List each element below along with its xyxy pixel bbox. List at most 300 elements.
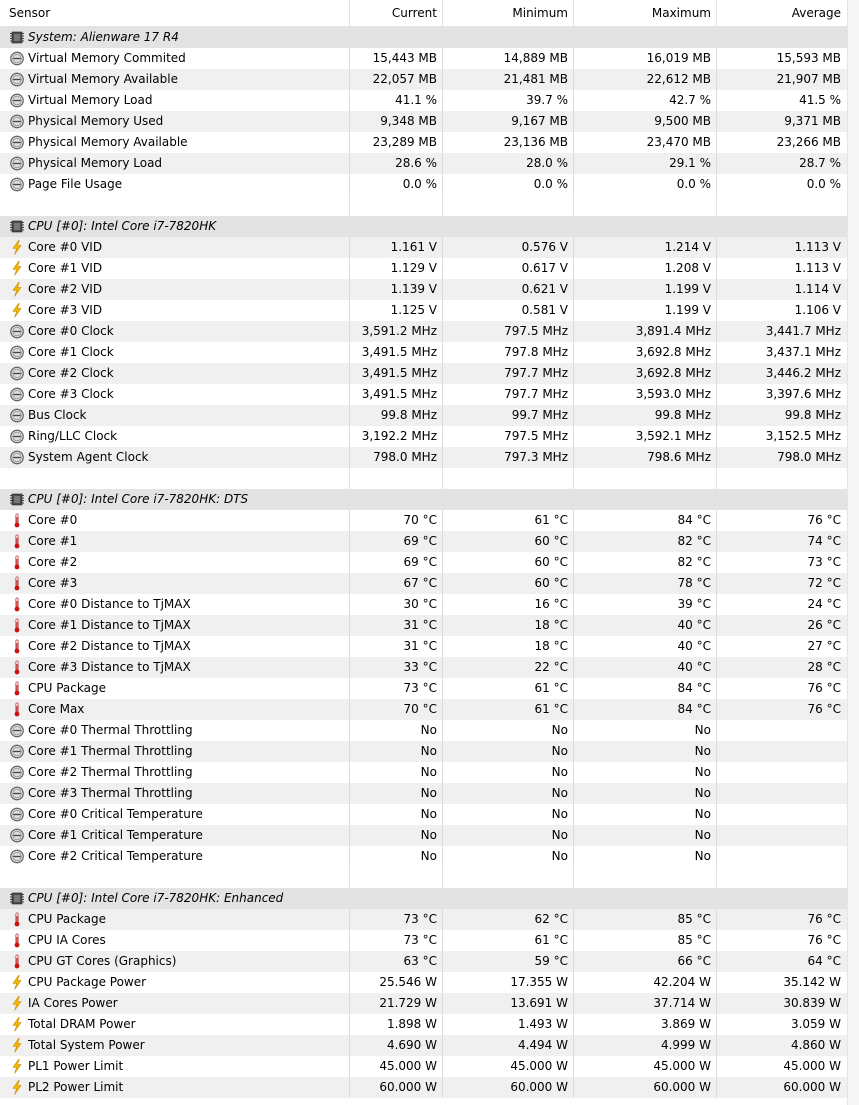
- column-divider: [349, 699, 350, 720]
- column-divider: [349, 951, 350, 972]
- sensor-row-physical-memory-available[interactable]: [0, 132, 859, 153]
- column-divider: [716, 993, 717, 1014]
- maximum-value: 42.7 %: [669, 93, 711, 107]
- sensor-row-core-3[interactable]: [0, 573, 859, 594]
- column-divider: [442, 111, 443, 132]
- maximum-value: 16,019 MB: [646, 51, 711, 65]
- maximum-value: 85 °C: [677, 933, 711, 947]
- column-divider: [349, 321, 350, 342]
- column-divider: [349, 405, 350, 426]
- column-header-minimum[interactable]: Minimum: [512, 6, 568, 20]
- average-value: 24 °C: [807, 597, 841, 611]
- column-divider: [349, 258, 350, 279]
- column-divider: [716, 279, 717, 300]
- minimum-value: 16 °C: [534, 597, 568, 611]
- column-divider: [442, 510, 443, 531]
- minimum-value: 0.576 V: [521, 240, 568, 254]
- average-value: [717, 846, 847, 867]
- current-value: No: [420, 744, 437, 758]
- column-divider: [349, 825, 350, 846]
- sensor-row-core-0-clock[interactable]: [0, 321, 859, 342]
- maximum-value: No: [694, 786, 711, 800]
- sensor-group-system-alienware-17-r4[interactable]: [0, 27, 859, 48]
- column-divider: [349, 48, 350, 69]
- column-divider: [349, 741, 350, 762]
- column-divider: [716, 846, 717, 867]
- column-divider: [716, 615, 717, 636]
- sensor-row-core-2[interactable]: [0, 552, 859, 573]
- sensor-row-core-2-critical-temperature[interactable]: [0, 846, 859, 867]
- column-divider: [442, 741, 443, 762]
- sensor-row-core-1-clock[interactable]: [0, 342, 859, 363]
- average-value: 798.0 MHz: [777, 450, 841, 464]
- average-value: 1.114 V: [794, 282, 841, 296]
- sensor-row-core-3-thermal-throttling[interactable]: [0, 783, 859, 804]
- minimum-value: 9,167 MB: [511, 114, 568, 128]
- current-value: 99.8 MHz: [380, 408, 437, 422]
- sensor-label: Core #3 VID: [28, 303, 103, 317]
- column-divider: [442, 279, 443, 300]
- column-divider: [349, 153, 350, 174]
- column-divider: [442, 552, 443, 573]
- sensor-row-core-0-critical-temperature[interactable]: [0, 804, 859, 825]
- column-divider: [573, 384, 574, 405]
- current-value: 63 °C: [403, 954, 437, 968]
- maximum-value: No: [694, 765, 711, 779]
- column-divider: [349, 888, 350, 909]
- sensor-row-core-1-vid[interactable]: [0, 258, 859, 279]
- minimum-value: 797.5 MHz: [504, 324, 568, 338]
- maximum-value: 9,500 MB: [654, 114, 711, 128]
- column-divider: [573, 825, 574, 846]
- sensor-row-core-1-thermal-throttling[interactable]: [0, 741, 859, 762]
- table-header: [0, 0, 859, 27]
- column-divider: [573, 195, 574, 216]
- column-divider: [442, 27, 443, 48]
- sensor-row-system-agent-clock[interactable]: [0, 447, 859, 468]
- maximum-value: 798.6 MHz: [647, 450, 711, 464]
- column-divider: [573, 216, 574, 237]
- column-divider: [716, 195, 717, 216]
- column-divider: [716, 678, 717, 699]
- current-value: 73 °C: [403, 933, 437, 947]
- current-value: No: [420, 807, 437, 821]
- maximum-value: 99.8 MHz: [654, 408, 711, 422]
- maximum-value: 3,692.8 MHz: [635, 345, 711, 359]
- sensor-row-cpu-gt-cores-graphics[interactable]: [0, 951, 859, 972]
- sensor-row-core-max[interactable]: [0, 699, 859, 720]
- column-divider: [349, 27, 350, 48]
- column-divider: [573, 636, 574, 657]
- column-divider: [442, 90, 443, 111]
- average-value: 23,266 MB: [776, 135, 841, 149]
- column-divider: [573, 993, 574, 1014]
- minimum-value: 28.0 %: [526, 156, 568, 170]
- column-divider: [716, 552, 717, 573]
- column-divider: [442, 930, 443, 951]
- maximum-value: 78 °C: [677, 576, 711, 590]
- sensor-row-pl2-power-limit[interactable]: [0, 1077, 859, 1098]
- sensor-group-cpu-0-intel-core-i7-7820hk-enhanced[interactable]: [0, 888, 859, 909]
- sensor-label: Physical Memory Available: [28, 135, 188, 149]
- minimum-value: 0.0 %: [533, 177, 568, 191]
- maximum-value: 0.0 %: [676, 177, 711, 191]
- maximum-value: No: [694, 828, 711, 842]
- sensor-label: System Agent Clock: [28, 450, 149, 464]
- column-divider: [573, 342, 574, 363]
- minimum-value: 21,481 MB: [503, 72, 568, 86]
- average-value: 26 °C: [807, 618, 841, 632]
- sensor-row-physical-memory-used[interactable]: [0, 111, 859, 132]
- minimum-value: 14,889 MB: [503, 51, 568, 65]
- column-divider: [442, 1014, 443, 1035]
- sensor-label: Physical Memory Used: [28, 114, 164, 128]
- column-header-average[interactable]: Average: [791, 6, 841, 20]
- current-value: 31 °C: [403, 639, 437, 653]
- sensor-row-core-3-distance-to-tjmax[interactable]: [0, 657, 859, 678]
- maximum-value: 40 °C: [677, 660, 711, 674]
- column-divider: [573, 552, 574, 573]
- column-divider: [442, 867, 443, 888]
- spacer-row: [0, 195, 859, 216]
- column-divider: [442, 1077, 443, 1098]
- current-value: 73 °C: [403, 681, 437, 695]
- column-divider: [442, 48, 443, 69]
- column-divider: [573, 1056, 574, 1077]
- column-divider: [349, 132, 350, 153]
- sensor-row-cpu-package-power[interactable]: [0, 972, 859, 993]
- sensor-label: Page File Usage: [28, 177, 123, 191]
- column-divider: [442, 0, 443, 26]
- column-divider: [573, 888, 574, 909]
- column-divider: [349, 363, 350, 384]
- column-divider: [716, 174, 717, 195]
- sensor-label: Core #0 Critical Temperature: [28, 807, 203, 821]
- column-divider: [442, 1056, 443, 1077]
- current-value: No: [420, 723, 437, 737]
- sensor-row-ring-llc-clock[interactable]: [0, 426, 859, 447]
- column-header-sensor[interactable]: Sensor: [9, 6, 51, 20]
- column-divider: [716, 741, 717, 762]
- sensor-label: Core #3: [28, 576, 78, 590]
- average-value: 0.0 %: [806, 177, 841, 191]
- sensor-row-core-1-distance-to-tjmax[interactable]: [0, 615, 859, 636]
- column-divider: [573, 930, 574, 951]
- minimum-value: No: [551, 807, 568, 821]
- group-label: CPU [#0]: Intel Core i7-7820HK: [28, 219, 217, 233]
- sensor-group-cpu-0-intel-core-i7-7820hk[interactable]: [0, 216, 859, 237]
- sensor-row-virtual-memory-load[interactable]: [0, 90, 859, 111]
- column-divider: [573, 405, 574, 426]
- average-value: 3,152.5 MHz: [765, 429, 841, 443]
- column-divider: [716, 468, 717, 489]
- column-divider: [442, 573, 443, 594]
- column-divider: [716, 153, 717, 174]
- column-divider: [349, 930, 350, 951]
- column-divider: [349, 300, 350, 321]
- sensor-row-physical-memory-load[interactable]: [0, 153, 859, 174]
- column-divider: [349, 216, 350, 237]
- minimum-value: 61 °C: [534, 933, 568, 947]
- average-value: 72 °C: [807, 576, 841, 590]
- column-divider: [573, 1035, 574, 1056]
- minimum-value: No: [551, 723, 568, 737]
- column-divider: [442, 678, 443, 699]
- column-divider: [573, 657, 574, 678]
- sensor-row-core-2-distance-to-tjmax[interactable]: [0, 636, 859, 657]
- column-divider: [573, 972, 574, 993]
- current-value: 69 °C: [403, 555, 437, 569]
- sensor-row-core-3-vid[interactable]: [0, 300, 859, 321]
- sensor-label: Core #2 Clock: [28, 366, 114, 380]
- column-divider: [573, 489, 574, 510]
- column-divider: [442, 174, 443, 195]
- maximum-value: No: [694, 807, 711, 821]
- current-value: 1.129 V: [390, 261, 437, 275]
- sensor-row-bus-clock[interactable]: [0, 405, 859, 426]
- column-divider: [442, 783, 443, 804]
- column-divider: [573, 1014, 574, 1035]
- current-value: 67 °C: [403, 576, 437, 590]
- column-divider: [573, 90, 574, 111]
- minimum-value: 797.7 MHz: [504, 387, 568, 401]
- sensor-label: Total DRAM Power: [28, 1017, 136, 1031]
- current-value: 28.6 %: [395, 156, 437, 170]
- sensor-row-core-0-distance-to-tjmax[interactable]: [0, 594, 859, 615]
- minimum-value: 60 °C: [534, 555, 568, 569]
- average-value: 41.5 %: [799, 93, 841, 107]
- sensor-label: Core #1 Clock: [28, 345, 114, 359]
- maximum-value: 85 °C: [677, 912, 711, 926]
- maximum-value: 39 °C: [677, 597, 711, 611]
- maximum-value: 3,592.1 MHz: [635, 429, 711, 443]
- minimum-value: 60 °C: [534, 534, 568, 548]
- group-label: CPU [#0]: Intel Core i7-7820HK: DTS: [28, 492, 249, 506]
- average-value: 73 °C: [807, 555, 841, 569]
- column-divider: [573, 531, 574, 552]
- column-divider: [442, 195, 443, 216]
- column-divider: [573, 699, 574, 720]
- column-divider: [349, 69, 350, 90]
- average-value: 27 °C: [807, 639, 841, 653]
- column-divider: [349, 111, 350, 132]
- column-divider: [349, 195, 350, 216]
- column-divider: [349, 90, 350, 111]
- sensor-label: PL2 Power Limit: [28, 1080, 124, 1094]
- sensor-row-core-0-thermal-throttling[interactable]: [0, 720, 859, 741]
- column-divider: [716, 804, 717, 825]
- column-divider: [716, 972, 717, 993]
- sensor-label: Core #3 Thermal Throttling: [28, 786, 193, 800]
- column-divider: [442, 1035, 443, 1056]
- average-value: 45.000 W: [783, 1059, 841, 1073]
- minimum-value: 17.355 W: [510, 975, 568, 989]
- column-divider: [573, 867, 574, 888]
- average-value: 76 °C: [807, 702, 841, 716]
- column-divider: [573, 468, 574, 489]
- column-divider: [442, 405, 443, 426]
- column-divider: [573, 426, 574, 447]
- column-divider: [573, 741, 574, 762]
- column-header-current[interactable]: Current: [391, 6, 437, 20]
- maximum-value: 60.000 W: [653, 1080, 711, 1094]
- average-value: 21,907 MB: [776, 72, 841, 86]
- current-value: 3,491.5 MHz: [361, 345, 437, 359]
- sensor-label: Core #2 VID: [28, 282, 103, 296]
- column-divider: [442, 846, 443, 867]
- maximum-value: 82 °C: [677, 534, 711, 548]
- column-divider: [349, 783, 350, 804]
- column-divider: [349, 531, 350, 552]
- current-value: 45.000 W: [379, 1059, 437, 1073]
- average-value: 3,441.7 MHz: [765, 324, 841, 338]
- column-divider: [442, 972, 443, 993]
- column-divider: [573, 573, 574, 594]
- sensor-row-core-1[interactable]: [0, 531, 859, 552]
- minimum-value: 797.8 MHz: [504, 345, 568, 359]
- average-value: 99.8 MHz: [784, 408, 841, 422]
- average-value: [717, 783, 847, 804]
- sensor-row-total-system-power[interactable]: [0, 1035, 859, 1056]
- minimum-value: 797.5 MHz: [504, 429, 568, 443]
- average-value: 76 °C: [807, 912, 841, 926]
- average-value: 60.000 W: [783, 1080, 841, 1094]
- column-divider: [442, 69, 443, 90]
- column-divider: [716, 342, 717, 363]
- column-divider: [716, 489, 717, 510]
- sensor-label: Core #1 Critical Temperature: [28, 828, 203, 842]
- sensor-label: CPU IA Cores: [28, 933, 106, 947]
- column-divider: [442, 447, 443, 468]
- column-divider: [349, 489, 350, 510]
- sensor-row-page-file-usage[interactable]: [0, 174, 859, 195]
- column-divider: [349, 1035, 350, 1056]
- maximum-value: 22,612 MB: [646, 72, 711, 86]
- column-divider: [349, 573, 350, 594]
- maximum-value: 82 °C: [677, 555, 711, 569]
- maximum-value: 3,593.0 MHz: [635, 387, 711, 401]
- vertical-scrollbar[interactable]: [847, 0, 859, 1105]
- current-value: 60.000 W: [379, 1080, 437, 1094]
- current-value: 3,591.2 MHz: [361, 324, 437, 338]
- sensor-row-pl1-power-limit[interactable]: [0, 1056, 859, 1077]
- column-divider: [573, 153, 574, 174]
- column-divider: [349, 678, 350, 699]
- current-value: 69 °C: [403, 534, 437, 548]
- column-divider: [442, 153, 443, 174]
- current-value: 41.1 %: [395, 93, 437, 107]
- column-divider: [349, 909, 350, 930]
- column-divider: [573, 174, 574, 195]
- current-value: 798.0 MHz: [373, 450, 437, 464]
- sensor-row-core-3-clock[interactable]: [0, 384, 859, 405]
- sensor-row-core-1-critical-temperature[interactable]: [0, 825, 859, 846]
- sensor-label: Core #3 Distance to TjMAX: [28, 660, 191, 674]
- sensor-row-cpu-package[interactable]: [0, 678, 859, 699]
- current-value: 9,348 MB: [380, 114, 437, 128]
- average-value: 1.113 V: [794, 240, 841, 254]
- minimum-value: 59 °C: [534, 954, 568, 968]
- column-divider: [573, 846, 574, 867]
- sensor-row-virtual-memory-available[interactable]: [0, 69, 859, 90]
- sensor-label: Core #2 Thermal Throttling: [28, 765, 193, 779]
- average-value: 15,593 MB: [776, 51, 841, 65]
- sensor-row-total-dram-power[interactable]: [0, 1014, 859, 1035]
- column-divider: [349, 846, 350, 867]
- sensor-row-core-2-clock[interactable]: [0, 363, 859, 384]
- column-divider: [442, 804, 443, 825]
- spacer-row: [0, 867, 859, 888]
- current-value: 70 °C: [403, 702, 437, 716]
- minimum-value: 18 °C: [534, 639, 568, 653]
- maximum-value: 40 °C: [677, 618, 711, 632]
- maximum-value: 1.199 V: [664, 282, 711, 296]
- minimum-value: No: [551, 786, 568, 800]
- column-divider: [716, 69, 717, 90]
- column-divider: [442, 762, 443, 783]
- column-divider: [716, 909, 717, 930]
- column-divider: [442, 300, 443, 321]
- sensor-row-cpu-ia-cores[interactable]: [0, 930, 859, 951]
- column-divider: [716, 426, 717, 447]
- sensor-rows: [0, 27, 859, 1098]
- column-divider: [716, 132, 717, 153]
- sensor-row-core-2-thermal-throttling[interactable]: [0, 762, 859, 783]
- column-divider: [349, 447, 350, 468]
- maximum-value: 4.999 W: [660, 1038, 711, 1052]
- sensor-label: Core #2 Distance to TjMAX: [28, 639, 191, 653]
- group-label: System: Alienware 17 R4: [28, 30, 179, 44]
- column-divider: [573, 111, 574, 132]
- column-divider: [442, 909, 443, 930]
- column-divider: [349, 615, 350, 636]
- minimum-value: 13.691 W: [510, 996, 568, 1010]
- sensor-row-virtual-memory-commited[interactable]: [0, 48, 859, 69]
- maximum-value: 84 °C: [677, 702, 711, 716]
- sensor-row-core-0[interactable]: [0, 510, 859, 531]
- sensor-label: Core #0: [28, 513, 78, 527]
- current-value: 25.546 W: [379, 975, 437, 989]
- sensor-group-cpu-0-intel-core-i7-7820hk-dts[interactable]: [0, 489, 859, 510]
- minimum-value: 22 °C: [534, 660, 568, 674]
- sensor-row-cpu-package[interactable]: [0, 909, 859, 930]
- column-divider: [716, 111, 717, 132]
- minimum-value: No: [551, 828, 568, 842]
- minimum-value: 797.7 MHz: [504, 366, 568, 380]
- column-divider: [716, 447, 717, 468]
- column-divider: [349, 762, 350, 783]
- column-divider: [573, 804, 574, 825]
- column-divider: [716, 405, 717, 426]
- sensor-label: PL1 Power Limit: [28, 1059, 124, 1073]
- sensor-label: Core #0 VID: [28, 240, 103, 254]
- average-value: 64 °C: [807, 954, 841, 968]
- current-value: No: [420, 765, 437, 779]
- column-divider: [573, 762, 574, 783]
- column-header-maximum[interactable]: Maximum: [651, 6, 711, 20]
- maximum-value: 3.869 W: [660, 1017, 711, 1031]
- minimum-value: 61 °C: [534, 513, 568, 527]
- sensor-row-core-2-vid[interactable]: [0, 279, 859, 300]
- sensor-row-core-0-vid[interactable]: [0, 237, 859, 258]
- sensor-row-ia-cores-power[interactable]: [0, 993, 859, 1014]
- column-divider: [716, 1035, 717, 1056]
- minimum-value: 60.000 W: [510, 1080, 568, 1094]
- column-divider: [442, 951, 443, 972]
- column-divider: [349, 279, 350, 300]
- column-divider: [349, 0, 350, 26]
- sensor-label: Ring/LLC Clock: [28, 429, 118, 443]
